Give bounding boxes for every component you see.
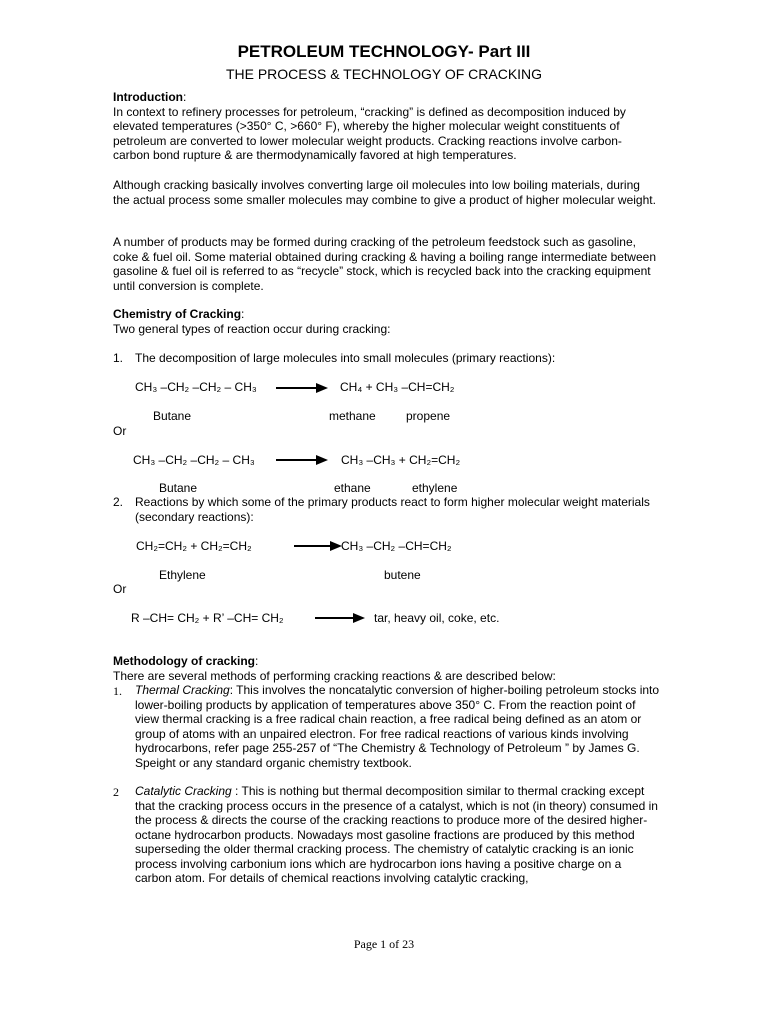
- reaction-1-label-propene: propene: [406, 409, 451, 423]
- document-subtitle: THE PROCESS & TECHNOLOGY OF CRACKING: [225, 66, 543, 82]
- reaction-4-reactants: R –CH= CH₂ + R’ –CH= CH₂: [131, 611, 284, 625]
- reaction-3-reactants: CH₂=CH₂ + CH₂=CH₂: [136, 539, 252, 553]
- reaction-2-label-ethane: ethane: [334, 481, 371, 495]
- reaction-1-reactant: CH₃ –CH₂ –CH₂ – CH₃: [135, 380, 257, 394]
- chemistry-heading-colon: :: [241, 307, 245, 321]
- reaction-3-arrow: [294, 541, 342, 551]
- page-number: Page 1 of 23: [353, 937, 415, 951]
- intro-heading-line: [113, 90, 658, 105]
- reaction-4-arrow: [315, 613, 365, 623]
- reaction-1-label-methane: methane: [329, 409, 376, 423]
- or-separator-1: Or: [113, 424, 127, 438]
- methodology-section: [113, 654, 658, 683]
- reaction-3-label-ethylene: Ethylene: [159, 568, 206, 582]
- reaction-3-label-butene: butene: [384, 568, 421, 582]
- reaction-2-reactant: CH₃ –CH₂ –CH₂ – CH₃: [133, 453, 255, 467]
- chemistry-heading: Chemistry of Cracking: [113, 307, 242, 321]
- method-2-text: : This is nothing but thermal decomposition similar to thermal cracking except that the cracking process occurs in the presence of a catalyst, which is not (in theory) consumed in the process & directs the course of the cracking reactions to produce more of the desired higher-octane hydrocarbon products. Nowadays most gasoline fractions are produced by this method superseding the older thermal cracking process. The chemistry of catalytic cracking is an ionic process involving carbonium ions which are hydrocarbon ions having a positive charge on a carbon atom. For details of chemical reactions involving catalytic cracking,: [135, 784, 658, 885]
- reaction-2-arrow: [276, 455, 328, 465]
- reaction-2-label-butane: Butane: [159, 481, 198, 495]
- or-separator-2: Or: [113, 582, 127, 596]
- method-2-paragraph: [135, 784, 660, 886]
- chemistry-intro: Two general types of reaction occur during cracking:: [113, 321, 391, 336]
- item-1-number: 1.: [113, 351, 124, 365]
- method-2-term: Catalytic Cracking: [135, 784, 232, 798]
- item-2-text: Reactions by which some of the primary products react to form higher molecular weight materials (secondary reactions):: [135, 495, 650, 524]
- reaction-1-products: CH₄ + CH₃ –CH=CH₂: [340, 380, 455, 394]
- reaction-2-products: CH₃ –CH₃ + CH₂=CH₂: [341, 453, 461, 467]
- methodology-heading-line: [113, 654, 658, 669]
- methodology-heading: Methodology of cracking: [113, 654, 256, 668]
- document-title: PETROLEUM TECHNOLOGY- Part III: [237, 42, 531, 61]
- reaction-2-label-ethylene: ethylene: [412, 481, 458, 495]
- method-1-term: Thermal Cracking: [135, 683, 230, 697]
- method-1-paragraph: [135, 683, 660, 770]
- methodology-intro: There are several methods of performing cracking reactions & are described below:: [113, 668, 556, 683]
- method-2-number: 2: [113, 785, 119, 799]
- chemistry-heading-line: [113, 307, 658, 322]
- reaction-1-arrow: [276, 383, 328, 393]
- intro-section: [113, 90, 658, 163]
- reaction-4-products: tar, heavy oil, coke, etc.: [374, 611, 500, 625]
- method-1-text: : This involves the noncatalytic conversion of higher-boiling petroleum stocks into lower-boiling products by application of temperatures above 350° C. From the reaction point of view thermal cracking is a free radical chain reaction, a free radical being defined as an atom or group of atoms with an unpaired electron. For free radical reactions of various kinds involving hydrocarbons, refer page 255-257 of “The Chemistry & Technology of Petroleum ” by James G. Speight or any standard organic chemistry textbook.: [135, 683, 660, 770]
- intro-paragraph-2: Although cracking basically involves converting large oil molecules into low boiling materials, during the actual process some smaller molecules may combine to give a product of higher molecular weight.: [113, 178, 656, 207]
- reaction-3-product: CH₃ –CH₂ –CH=CH₂: [341, 539, 452, 553]
- item-1-text: The decomposition of large molecules into small molecules (primary reactions):: [135, 351, 556, 365]
- method-1-number: 1.: [113, 684, 122, 698]
- reaction-1-label-butane: Butane: [153, 409, 192, 423]
- intro-paragraph-1: In context to refinery processes for petroleum, “cracking” is defined as decomposition induced by elevated temperatures (>350° C, >660° F), whereby the higher molecular weight constituents of petroleum are converted to lower molecular weight products. Cracking reactions involve carbon-carbon bond rupture & are thermodynamically favored at high temperatures.: [113, 104, 626, 162]
- methodology-heading-colon: :: [255, 654, 259, 668]
- intro-paragraph-3: A number of products may be formed during cracking of the petroleum feedstock such as gasoline, coke & fuel oil. Some material obtained during cracking & having a boiling range intermediate between gasoline & fuel oil is referred to as “recycle” stock, which is recycled back into the cracking equipment until conversion is complete.: [113, 235, 656, 293]
- intro-heading: Introduction: [113, 90, 183, 104]
- item-2-number: 2.: [113, 495, 124, 509]
- chemistry-section: [113, 307, 658, 336]
- intro-heading-colon: :: [182, 90, 187, 104]
